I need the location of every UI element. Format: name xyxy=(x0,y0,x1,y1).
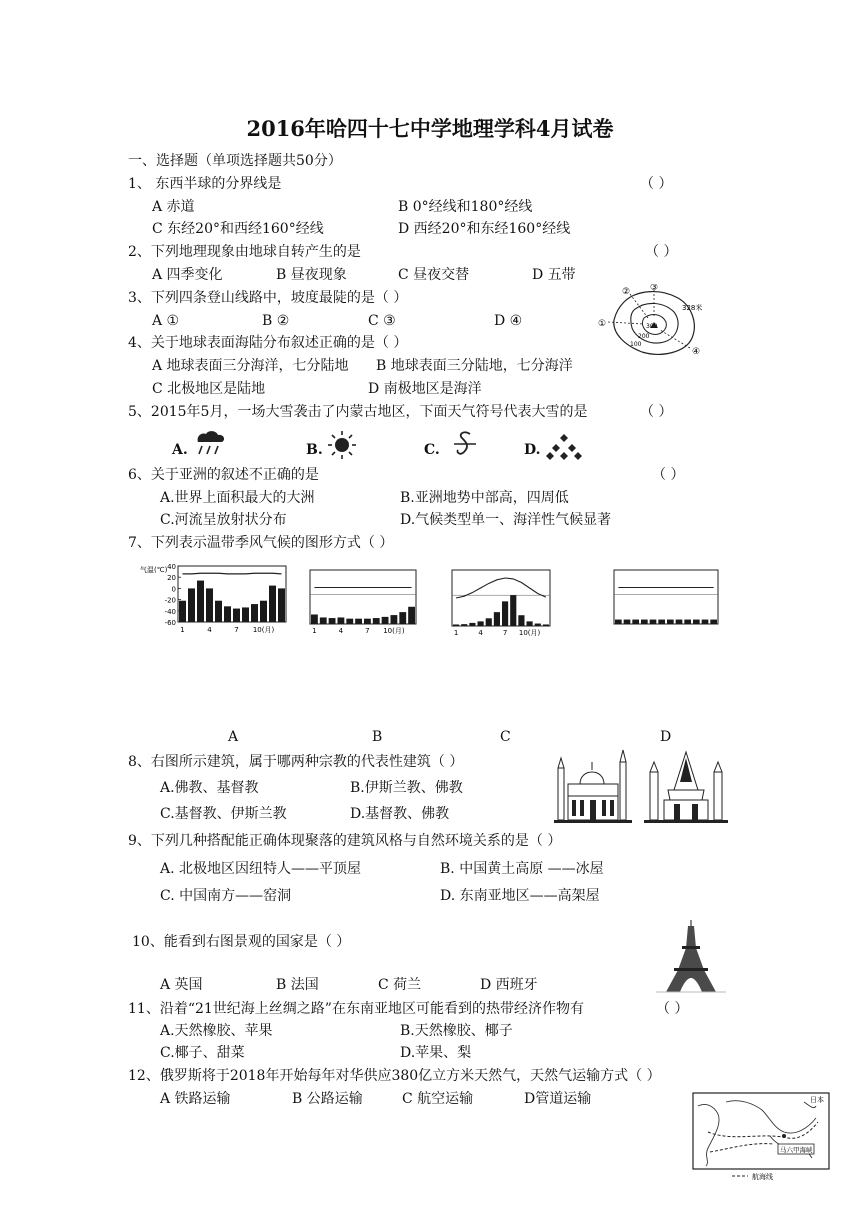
chart-d-precip-bar xyxy=(676,620,683,624)
silk-road-map xyxy=(692,1092,832,1180)
q8-option-d[interactable]: D.基督教、佛教 xyxy=(350,806,450,822)
q5-option-c[interactable]: C. xyxy=(424,442,440,458)
q4-stem: 4、关于地球表面海陆分布叙述正确的是（ ） xyxy=(128,335,408,351)
chart-a-precip-bar xyxy=(269,586,276,622)
q1-option-c[interactable]: C 东经20°和西经160°经线 xyxy=(152,221,324,237)
q2-option-c[interactable]: C 昼夜交替 xyxy=(398,267,470,283)
q2-option-b[interactable]: B 昼夜现象 xyxy=(276,267,347,283)
q11-stem: 11、沿着“21世纪海上丝绸之路”在东南亚地区可能看到的热带经济作物有 xyxy=(128,1001,584,1017)
route-label-2: ② xyxy=(622,287,631,297)
route-label-4: ④ xyxy=(692,347,701,357)
chart-a-y-tick: -60 xyxy=(164,619,176,627)
q12-stem: 12、俄罗斯将于2018年开始每年对华供应380亿立方米天然气，天然气运输方式（ ） xyxy=(128,1068,661,1084)
mosque-picture xyxy=(554,748,632,824)
chart-d-precip-bar xyxy=(632,620,639,624)
chart-d-precip-bar xyxy=(650,620,657,624)
chart-c-precip-bar xyxy=(518,615,524,626)
chart-a-precip-bar xyxy=(206,588,213,622)
chart-c-precip-bar xyxy=(535,624,541,626)
climate-chart-b xyxy=(304,566,428,634)
q1-stem: 1、 东西半球的分界线是 xyxy=(128,176,282,192)
q1-option-d[interactable]: D 西经20°和东经160°经线 xyxy=(398,221,571,237)
q3-option-b[interactable]: B ② xyxy=(262,313,290,329)
chart-a-y-tick: -20 xyxy=(164,596,176,605)
chart-b-precip-bar xyxy=(408,607,415,624)
chart-a-temperature-line xyxy=(183,573,282,574)
map-label-japan: 日本 xyxy=(810,1096,824,1104)
contour-label-200: 200 xyxy=(638,333,650,340)
chart-a-y-tick: 0 xyxy=(171,585,176,594)
q4-option-d[interactable]: D 南极地区是海洋 xyxy=(368,381,482,397)
chart-c-x-tick: 1 xyxy=(453,629,459,637)
q8-option-b[interactable]: B.伊斯兰教、佛教 xyxy=(350,780,463,796)
chart-c-precip-bar xyxy=(527,621,533,626)
chart-c-precip-bar xyxy=(502,601,508,626)
chart-b-precip-bar xyxy=(329,618,336,624)
q5-option-b[interactable]: B. xyxy=(306,442,323,458)
chart-b-precip-bar xyxy=(355,619,362,624)
q7-stem: 7、下列表示温带季风气候的图形方式（ ） xyxy=(128,535,394,551)
chart-a-y-tick: -40 xyxy=(164,607,176,616)
q6-option-b[interactable]: B.亚洲地势中部高，四周低 xyxy=(400,490,569,506)
chart-a-precip-bar xyxy=(260,601,267,622)
q12-option-a[interactable]: A 铁路运输 xyxy=(160,1091,231,1107)
chart-a-y-tick: 20 xyxy=(167,574,176,583)
q1-option-b[interactable]: B 0°经线和180°经线 xyxy=(398,199,533,215)
chart-a-precip-bar xyxy=(251,604,258,622)
q4-option-b[interactable]: B 地球表面三分陆地，七分海洋 xyxy=(376,358,573,374)
q4-option-c[interactable]: C 北极地区是陆地 xyxy=(152,381,266,397)
q3-stem: 3、下列四条登山线路中，坡度最陡的是（ ） xyxy=(128,290,408,306)
contour-label-300: 300 xyxy=(646,323,658,330)
chart-b-precip-bar xyxy=(311,614,318,624)
chart-b-x-tick: 10(月) xyxy=(383,627,405,634)
q6-stem: 6、关于亚洲的叙述不正确的是 xyxy=(128,467,319,483)
summit-elevation: 328米 xyxy=(682,304,703,312)
chart-c-precip-bar xyxy=(478,621,484,626)
chart-a-x-tick: 10(月) xyxy=(252,626,275,634)
q10-option-d[interactable]: D 西班牙 xyxy=(480,977,538,993)
q5-option-d[interactable]: D. xyxy=(524,442,541,458)
climate-chart-a xyxy=(140,560,290,638)
q1-answer-paren[interactable]: （ ） xyxy=(640,176,673,192)
chart-c-precip-bar xyxy=(461,624,467,626)
chart-a-precip-bar xyxy=(179,601,186,622)
chart-c-precip-bar xyxy=(543,624,549,626)
snow-rain-cloud-icon xyxy=(192,428,228,458)
chart-b-precip-bar xyxy=(373,618,380,624)
temple-picture xyxy=(644,750,728,824)
chart-c-x-tick: 10(月) xyxy=(518,629,541,637)
chart-b-precip-bar xyxy=(399,612,406,624)
q7-letter-c[interactable]: C xyxy=(500,729,511,745)
contour-label-100: 100 xyxy=(630,341,642,348)
chart-c-precip-bar xyxy=(510,595,516,626)
q3-option-d[interactable]: D ④ xyxy=(494,313,523,329)
chart-a-precip-bar xyxy=(233,609,240,622)
chart-d-precip-bar xyxy=(702,620,709,624)
chart-b-x-tick: 1 xyxy=(312,627,317,634)
page-title: 2016年哈四十七中学地理学科4月试卷 xyxy=(246,116,614,141)
route-label-3: ③ xyxy=(650,284,659,293)
map-label-malacca: 马六甲海峡 xyxy=(780,1146,813,1154)
chart-b-precip-bar xyxy=(364,619,371,624)
section-heading: 一、选择题（单项选择题共50分） xyxy=(128,153,342,169)
chart-d-precip-bar xyxy=(667,620,674,624)
q4-option-a[interactable]: A 地球表面三分海洋，七分陆地 xyxy=(152,358,349,374)
chart-a-precip-bar xyxy=(278,588,285,622)
q6-answer-paren[interactable]: （ ） xyxy=(652,467,685,483)
chart-d-precip-bar xyxy=(624,620,631,624)
eiffel-tower-picture xyxy=(638,918,744,996)
q2-stem: 2、下列地理现象由地球自转产生的是 xyxy=(128,244,361,260)
q2-answer-paren[interactable]: （ ） xyxy=(645,244,678,260)
q12-option-b[interactable]: B 公路运输 xyxy=(292,1091,363,1107)
chart-a-precip-bar xyxy=(197,581,204,622)
q12-option-c[interactable]: C 航空运输 xyxy=(402,1091,474,1107)
q11-option-b[interactable]: B.天然橡胶、椰子 xyxy=(400,1023,513,1039)
chart-a-precip-bar xyxy=(224,606,231,622)
chart-d-precip-bar xyxy=(658,620,665,624)
chart-d-precip-bar xyxy=(684,620,691,624)
q3-option-a[interactable]: A ① xyxy=(152,313,180,329)
chart-c-precip-bar xyxy=(469,623,475,626)
chart-c-x-tick: 4 xyxy=(478,629,483,637)
q9-option-c[interactable]: C. 中国南方——窑洞 xyxy=(160,888,292,904)
chart-b-precip-bar xyxy=(382,617,389,624)
sun-icon xyxy=(324,430,360,460)
q8-option-c[interactable]: C.基督教、伊斯兰教 xyxy=(160,806,287,822)
q6-option-d[interactable]: D.气候类型单一、海洋性气候显著 xyxy=(400,512,612,528)
q10-option-b[interactable]: B 法国 xyxy=(276,977,319,993)
q9-option-d[interactable]: D. 东南亚地区——高架屋 xyxy=(440,888,600,904)
chart-b-precip-bar xyxy=(391,615,398,624)
chart-b-x-tick: 7 xyxy=(365,627,370,634)
q6-option-c[interactable]: C.河流呈放射状分布 xyxy=(160,512,287,528)
q9-stem: 9、下列几种搭配能正确体现聚落的建筑风格与自然环境关系的是（ ） xyxy=(128,833,562,849)
chart-b-precip-bar xyxy=(338,617,345,624)
chart-d-frame xyxy=(614,570,718,624)
chart-a-precip-bar xyxy=(242,607,249,622)
contour-map xyxy=(594,284,714,362)
q11-option-d[interactable]: D.苹果、梨 xyxy=(400,1045,472,1061)
climate-chart-d xyxy=(606,566,736,636)
wind-icon xyxy=(450,428,480,460)
q2-option-a[interactable]: A 四季变化 xyxy=(152,267,223,283)
climate-chart-c xyxy=(444,566,576,638)
q10-option-c[interactable]: C 荷兰 xyxy=(378,977,422,993)
q7-letter-d[interactable]: D xyxy=(660,729,672,745)
q11-option-a[interactable]: A.天然橡胶、苹果 xyxy=(160,1023,273,1039)
chart-a-y-tick: 40 xyxy=(167,563,176,571)
q10-stem: 10、能看到右图景观的国家是（ ） xyxy=(132,934,351,950)
q2-option-d[interactable]: D 五带 xyxy=(532,267,576,283)
q10-option-a[interactable]: A 英国 xyxy=(160,977,203,993)
q11-option-c[interactable]: C.椰子、甜菜 xyxy=(160,1045,245,1061)
chart-d-precip-bar xyxy=(615,620,622,624)
chart-a-x-tick: 1 xyxy=(180,626,185,634)
q9-option-a[interactable]: A. 北极地区因纽特人——平顶屋 xyxy=(160,861,362,877)
q12-option-d[interactable]: D管道运输 xyxy=(524,1091,592,1107)
q8-option-a[interactable]: A.佛教、基督教 xyxy=(160,780,259,796)
q6-option-a[interactable]: A.世界上面积最大的大洲 xyxy=(160,490,315,506)
chart-c-precip-bar xyxy=(494,612,500,626)
heavy-snow-icon xyxy=(544,432,584,462)
chart-a-x-tick: 4 xyxy=(207,626,212,634)
q11-answer-paren[interactable]: （ ） xyxy=(656,1001,689,1017)
q1-option-a[interactable]: A 赤道 xyxy=(152,199,195,215)
chart-b-x-tick: 4 xyxy=(338,627,344,634)
chart-a-y-axis-label: 气温(℃) xyxy=(140,566,168,574)
chart-d-precip-bar xyxy=(693,620,700,624)
map-legend-sea-route: 航海线 xyxy=(752,1173,773,1180)
chart-b-precip-bar xyxy=(320,617,327,624)
chart-a-precip-bar xyxy=(188,588,195,622)
route-label-1: ① xyxy=(598,319,607,329)
chart-a-x-tick: 7 xyxy=(234,626,239,634)
chart-c-x-tick: 7 xyxy=(502,629,508,637)
chart-c-precip-bar xyxy=(453,624,459,626)
q7-letter-b[interactable]: B xyxy=(372,729,383,745)
q8-stem: 8、右图所示建筑，属于哪两种宗教的代表性建筑（ ） xyxy=(128,754,464,770)
q5-stem: 5、2015年5月，一场大雪袭击了内蒙古地区，下面天气符号代表大雪的是 xyxy=(128,404,588,420)
q9-option-b[interactable]: B. 中国黄土高原 ——冰屋 xyxy=(440,861,604,877)
q5-option-a[interactable]: A. xyxy=(172,442,188,458)
chart-d-precip-bar xyxy=(710,620,717,624)
chart-c-precip-bar xyxy=(486,618,492,626)
q5-answer-paren[interactable]: （ ） xyxy=(640,404,673,420)
q7-letter-a[interactable]: A xyxy=(228,729,239,745)
chart-a-precip-bar xyxy=(215,601,222,622)
chart-b-precip-bar xyxy=(346,619,353,624)
chart-d-precip-bar xyxy=(641,620,648,624)
q3-option-c[interactable]: C ③ xyxy=(368,313,396,329)
